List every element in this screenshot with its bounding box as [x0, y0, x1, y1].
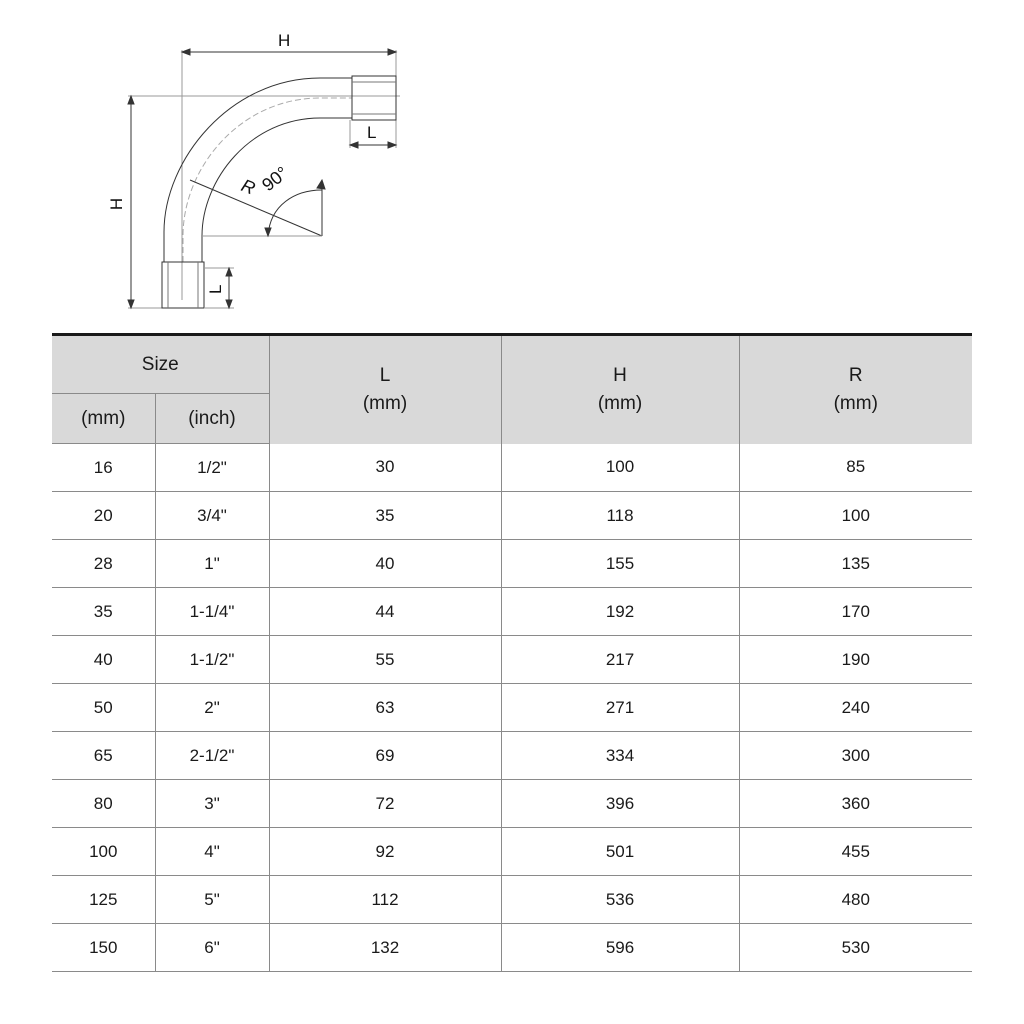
r-cell: 100: [739, 492, 972, 540]
h-left-label: H: [107, 197, 126, 211]
size-mm-cell: 150: [52, 924, 155, 972]
r-cell: 480: [739, 876, 972, 924]
r-cell: 170: [739, 588, 972, 636]
table-row: [52, 492, 972, 540]
l-cell: 69: [269, 732, 501, 780]
h-header-unit: (mm): [597, 392, 643, 414]
h-cell: 501: [501, 828, 739, 876]
r-header: [739, 336, 972, 444]
h-top-label: H: [278, 31, 291, 50]
h-cell: 396: [501, 780, 739, 828]
size-inch-cell: 1": [155, 540, 269, 588]
dimensions-table: [52, 336, 972, 972]
table-row: [52, 828, 972, 876]
inch-subheader: (inch): [155, 394, 269, 444]
size-mm-cell: 40: [52, 636, 155, 684]
table-row: [52, 444, 972, 492]
size-header: Size: [52, 336, 269, 394]
angle-label: 90°: [258, 162, 292, 196]
r-cell: 240: [739, 684, 972, 732]
r-label: R: [238, 175, 259, 199]
l-header-label: L: [379, 364, 391, 386]
l-right-label: L: [367, 123, 377, 142]
r-cell: 85: [739, 444, 972, 492]
table-row: [52, 684, 972, 732]
l-cell: 92: [269, 828, 501, 876]
size-inch-cell: 3/4": [155, 492, 269, 540]
h-cell: 118: [501, 492, 739, 540]
table-row: [52, 924, 972, 972]
h-cell: 596: [501, 924, 739, 972]
l-cell: 44: [269, 588, 501, 636]
size-inch-cell: 4": [155, 828, 269, 876]
size-inch-cell: 1-1/4": [155, 588, 269, 636]
r-cell: 455: [739, 828, 972, 876]
h-cell: 271: [501, 684, 739, 732]
size-mm-cell: 16: [52, 444, 155, 492]
l-cell: 132: [269, 924, 501, 972]
l-cell: 35: [269, 492, 501, 540]
size-inch-cell: 1-1/2": [155, 636, 269, 684]
dimensions-table-container: [52, 333, 972, 972]
table-row: [52, 780, 972, 828]
size-inch-cell: 6": [155, 924, 269, 972]
h-header-label: H: [613, 364, 627, 386]
l-bottom-label: L: [206, 284, 225, 294]
size-mm-cell: 125: [52, 876, 155, 924]
h-cell: 100: [501, 444, 739, 492]
size-mm-cell: 80: [52, 780, 155, 828]
l-cell: 40: [269, 540, 501, 588]
size-inch-cell: 3": [155, 780, 269, 828]
size-mm-cell: 50: [52, 684, 155, 732]
size-mm-cell: 65: [52, 732, 155, 780]
size-mm-cell: 100: [52, 828, 155, 876]
bend-diagram: [0, 0, 520, 345]
h-cell: 334: [501, 732, 739, 780]
l-cell: 63: [269, 684, 501, 732]
mm-subheader: (mm): [52, 394, 155, 444]
r-cell: 190: [739, 636, 972, 684]
l-cell: 30: [269, 444, 501, 492]
h-cell: 536: [501, 876, 739, 924]
l-cell: 72: [269, 780, 501, 828]
size-inch-cell: 1/2": [155, 444, 269, 492]
r-cell: 530: [739, 924, 972, 972]
r-header-unit: (mm): [833, 392, 878, 414]
table-row: [52, 876, 972, 924]
size-inch-cell: 5": [155, 876, 269, 924]
h-cell: 155: [501, 540, 739, 588]
h-cell: 217: [501, 636, 739, 684]
l-cell: 112: [269, 876, 501, 924]
r-cell: 135: [739, 540, 972, 588]
size-inch-cell: 2": [155, 684, 269, 732]
size-mm-cell: 28: [52, 540, 155, 588]
l-cell: 55: [269, 636, 501, 684]
table-row: [52, 540, 972, 588]
h-header: [501, 336, 739, 444]
table-row: [52, 636, 972, 684]
table-row: [52, 732, 972, 780]
l-header-unit: (mm): [362, 392, 408, 414]
h-cell: 192: [501, 588, 739, 636]
table-row: [52, 588, 972, 636]
r-header-label: R: [848, 364, 863, 386]
r-cell: 300: [739, 732, 972, 780]
r-cell: 360: [739, 780, 972, 828]
size-mm-cell: 35: [52, 588, 155, 636]
l-header: [269, 336, 501, 444]
size-mm-cell: 20: [52, 492, 155, 540]
size-inch-cell: 2-1/2": [155, 732, 269, 780]
